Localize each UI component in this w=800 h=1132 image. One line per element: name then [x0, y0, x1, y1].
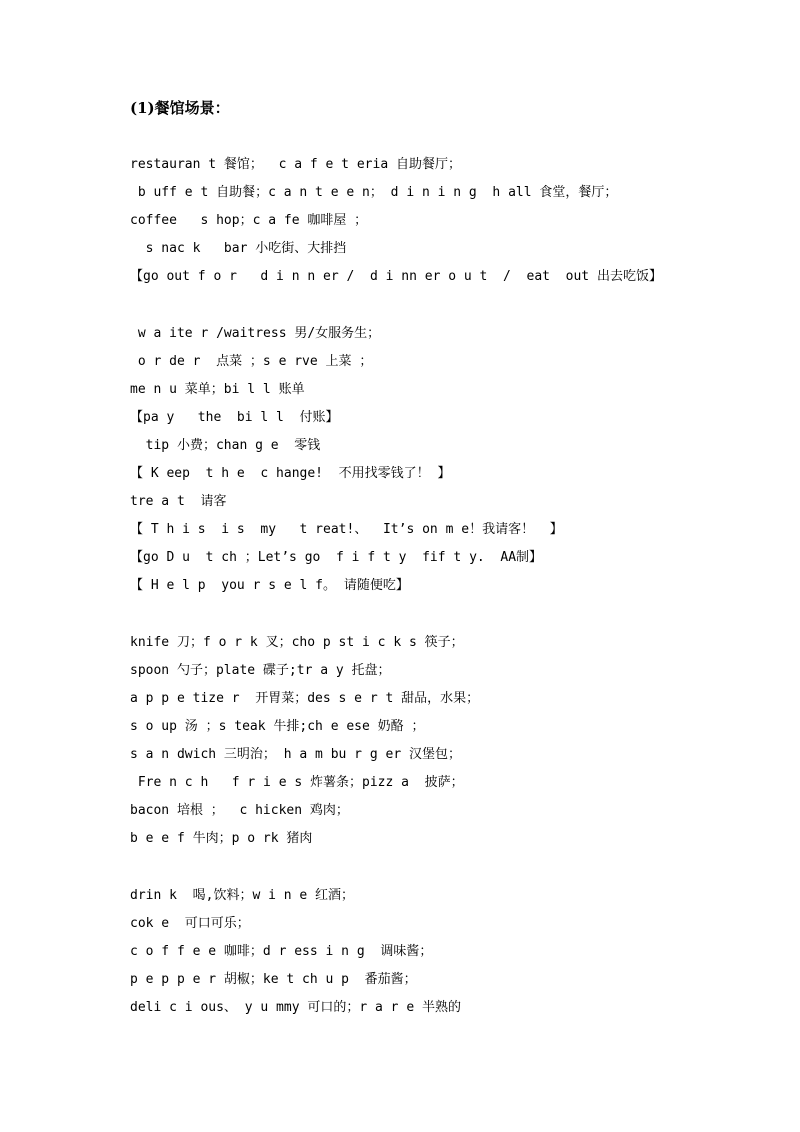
vocab-line-9: 【pa y the bi l l 付账】 [130, 410, 339, 425]
vocab-line-6: w a ite r /waitress 男/女服务生； [130, 326, 381, 341]
vocab-line-8: me n u 菜单；bi l l 账单 [130, 382, 305, 397]
vocab-line-12: tre a t 请客 [130, 494, 227, 509]
vocab-line-21: Fre n c h f r i e s 炸薯条；pizz a 披萨； [130, 775, 464, 790]
vocab-line-3: coffee s hop；c a fe 咖啡屋 ； [130, 213, 368, 228]
section-title: (1)餐馆场景： [130, 99, 230, 117]
vocab-line-13: 【 T h i s i s my t reat!、 It’s on m e！我请客！ 】 [130, 522, 563, 537]
vocab-line-22: bacon 培根 ； c hicken 鸡肉； [130, 803, 349, 818]
vocab-line-19: s o up 汤 ；s teak 牛排;ch e ese 奶酪 ； [130, 719, 425, 734]
vocab-line-14: 【go D u t ch ；Let’s go f i f t y fif t y. AA制】 [130, 550, 543, 565]
vocab-line-26: c o f f e e 咖啡；d r ess i n g 调味酱； [130, 944, 433, 959]
vocab-line-17: spoon 勺子；plate 碟子;tr a y 托盘； [130, 663, 391, 678]
vocab-line-1: restauran t 餐馆； c a f e t eria 自助餐厅； [130, 157, 461, 172]
vocab-line-25: cok e 可口可乐； [130, 916, 250, 931]
vocab-line-24: drin k 喝,饮料；w i n e 红酒； [130, 888, 355, 903]
vocab-line-20: s a n dwich 三明治； h a m bu r g er 汉堡包； [130, 747, 461, 762]
vocab-line-23: b e e f 牛肉；p o rk 猪肉 [130, 831, 313, 846]
vocab-line-7: o r de r 点菜 ；s e rve 上菜 ； [130, 354, 373, 369]
vocab-line-16: knife 刀；f o r k 叉；cho p st i c k s 筷子； [130, 635, 464, 650]
vocab-line-27: p e p p e r 胡椒；ke t ch u p 番茄酱； [130, 972, 417, 987]
vocab-line-11: 【 K eep t h e c hange! 不用找零钱了！ 】 [130, 466, 451, 481]
vocab-line-10: tip 小费；chan g e 零钱 [130, 438, 321, 453]
vocab-line-2: b uff e t 自助餐；c a n t e e n； d i n i n g h all 食堂，餐厅； [130, 185, 618, 200]
vocab-line-5: 【go out f o r d i n n er / d i nn er o u t / eat out 出去吃饭】 [130, 269, 662, 284]
vocab-line-15: 【 H e l p you r s e l f。 请随便吃】 [130, 578, 409, 593]
vocab-line-18: a p p e tize r 开胃菜；des s e r t 甜品，水果； [130, 691, 480, 706]
vocab-line-4: s nac k bar 小吃街、大排挡 [130, 241, 347, 256]
vocab-line-28: deli c i ous、 y u mmy 可口的；r a r e 半熟的 [130, 1000, 461, 1015]
